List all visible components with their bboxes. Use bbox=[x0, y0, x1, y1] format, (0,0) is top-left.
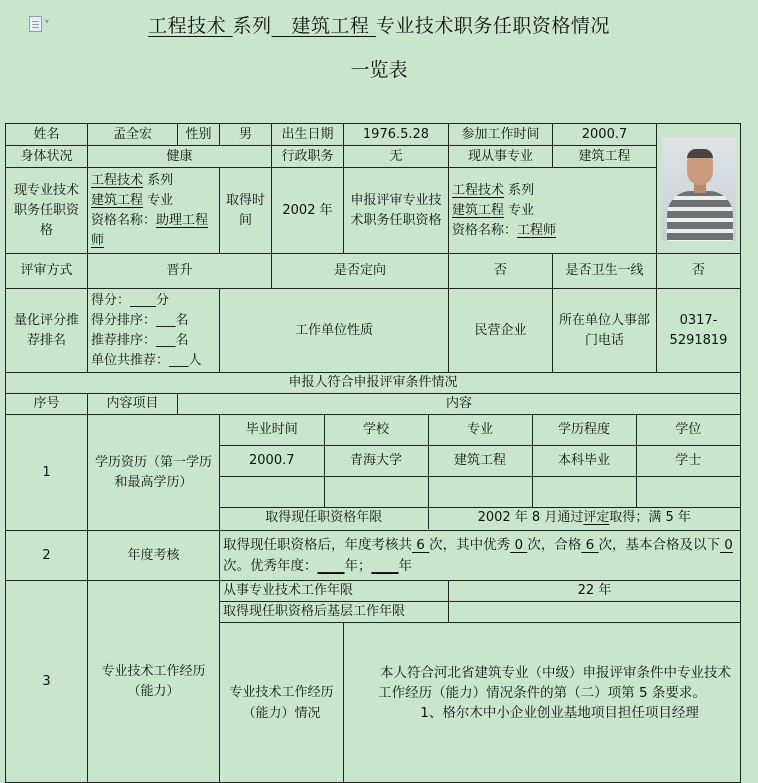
sex-value: 男 bbox=[220, 124, 272, 146]
method-label: 评审方式 bbox=[6, 254, 88, 289]
col-item-header: 内容项目 bbox=[88, 394, 178, 415]
photo-cell bbox=[657, 124, 741, 254]
obtain-value: 2002 年 bbox=[272, 168, 344, 254]
unit-type-label: 工作单位性质 bbox=[220, 289, 449, 373]
birth-value: 1976.5.28 bbox=[344, 124, 449, 146]
edu-no: 1 bbox=[6, 415, 88, 531]
exp-base-value bbox=[449, 602, 741, 623]
edu-header: 专业 bbox=[428, 415, 532, 445]
edu-value: 青海大学 bbox=[324, 445, 428, 476]
exp-base-label: 取得现任职资格后基层工作年限 bbox=[220, 602, 449, 623]
frontline-label: 是否卫生一线 bbox=[553, 254, 657, 289]
document-icon[interactable]: ▾ bbox=[29, 14, 55, 34]
admin-label: 行政职务 bbox=[272, 146, 344, 168]
edu-value: 本科毕业 bbox=[532, 445, 636, 476]
section-heading: 申报人符合申报评审条件情况 bbox=[6, 373, 741, 394]
title-series: 工程技术 bbox=[148, 15, 227, 37]
exp-para-2: 1、格尔木中小企业创业基地项目担任项目经理 bbox=[420, 705, 699, 721]
score-values: 得分：____分 得分排序：___名 推荐排序：___名 单位共推荐：___人 bbox=[88, 289, 220, 373]
hr-phone-label: 所在单位人事部门电话 bbox=[553, 289, 657, 373]
edu-empty-cell bbox=[324, 476, 428, 507]
document-title bbox=[0, 11, 758, 38]
edu-header: 学校 bbox=[324, 415, 428, 445]
exp-years-value: 22 年 bbox=[449, 581, 741, 602]
annual-no: 2 bbox=[6, 531, 88, 581]
applicant-photo bbox=[662, 137, 736, 241]
current-qual-label: 现专业技术职务任职资格 bbox=[6, 168, 88, 254]
work-start-value: 2000.7 bbox=[553, 124, 657, 146]
hr-phone-value: 0317-5291819 bbox=[657, 289, 741, 373]
edu-header: 毕业时间 bbox=[220, 415, 324, 445]
exp-sub-label: 专业技术工作经历（能力）情况 bbox=[220, 623, 344, 783]
col-content-header: 内容 bbox=[178, 394, 741, 415]
edu-empty-cell bbox=[636, 476, 740, 507]
admin-value: 无 bbox=[344, 146, 449, 168]
sex-label: 性别 bbox=[178, 124, 220, 146]
title-series-suffix: 系列 bbox=[232, 15, 272, 37]
exp-years-label: 从事专业技术工作年限 bbox=[220, 581, 449, 602]
edu-header: 学历程度 bbox=[532, 415, 636, 445]
score-label: 量化评分推荐排名 bbox=[6, 289, 88, 373]
method-value: 晋升 bbox=[88, 254, 272, 289]
exp-para-1: 本人符合河北省建筑专业（中级）申报评审条件中专业技术工作经历（能力）情况条件的第（二）项第 5 条要求。 bbox=[378, 665, 731, 701]
document-subtitle: 一览表 bbox=[350, 59, 408, 81]
frontline-value: 否 bbox=[657, 254, 741, 289]
edu-header: 学位 bbox=[636, 415, 740, 445]
obtain-label: 取得时间 bbox=[220, 168, 272, 254]
title-major: 建筑工程 bbox=[291, 15, 370, 37]
annual-item: 年度考核 bbox=[88, 531, 220, 581]
health-value: 健康 bbox=[88, 146, 272, 168]
exp-description bbox=[344, 623, 741, 783]
edu-empty-cell bbox=[220, 476, 324, 507]
major-value: 建筑工程 bbox=[553, 146, 657, 168]
name-label: 姓名 bbox=[6, 124, 88, 146]
apply-qual-value: 工程技术 系列 建筑工程 专业 资格名称：工程师 bbox=[449, 168, 657, 254]
work-start-label: 参加工作时间 bbox=[449, 124, 553, 146]
major-label: 现从事专业 bbox=[449, 146, 553, 168]
edu-value: 建筑工程 bbox=[428, 445, 532, 476]
education-subtable bbox=[220, 415, 740, 529]
annual-content: 取得现任职资格后，年度考核共 6 次，其中优秀 0 次，合格 6 次，基本合格及以下 0 次。优秀年度：____年；____年 bbox=[220, 531, 741, 581]
unit-type-value: 民营企业 bbox=[449, 289, 553, 373]
name-value: 孟全宏 bbox=[88, 124, 178, 146]
edu-value: 学士 bbox=[636, 445, 740, 476]
col-no-header: 序号 bbox=[6, 394, 88, 415]
edu-empty-cell bbox=[532, 476, 636, 507]
apply-qual-label: 申报评审专业技术职务任职资格 bbox=[344, 168, 449, 254]
current-qual-value: 工程技术 系列 建筑工程 专业 资格名称：助理工程师 bbox=[88, 168, 220, 254]
qualification-table bbox=[5, 123, 741, 783]
directed-label: 是否定向 bbox=[272, 254, 449, 289]
edu-empty-cell bbox=[428, 476, 532, 507]
directed-value: 否 bbox=[449, 254, 553, 289]
health-label: 身体状况 bbox=[6, 146, 88, 168]
edu-years-value: 2002 年 8 月通过评定取得；满 5 年 bbox=[428, 507, 740, 529]
edu-item: 学历资历（第一学历和最高学历） bbox=[88, 415, 220, 531]
edu-years-label: 取得现任职资格年限 bbox=[220, 507, 428, 529]
birth-label: 出生日期 bbox=[272, 124, 344, 146]
title-tail: 专业技术职务任职资格情况 bbox=[375, 15, 610, 37]
edu-value: 2000.7 bbox=[220, 445, 324, 476]
exp-no: 3 bbox=[6, 581, 88, 783]
exp-item: 专业技术工作经历（能力） bbox=[88, 581, 220, 783]
